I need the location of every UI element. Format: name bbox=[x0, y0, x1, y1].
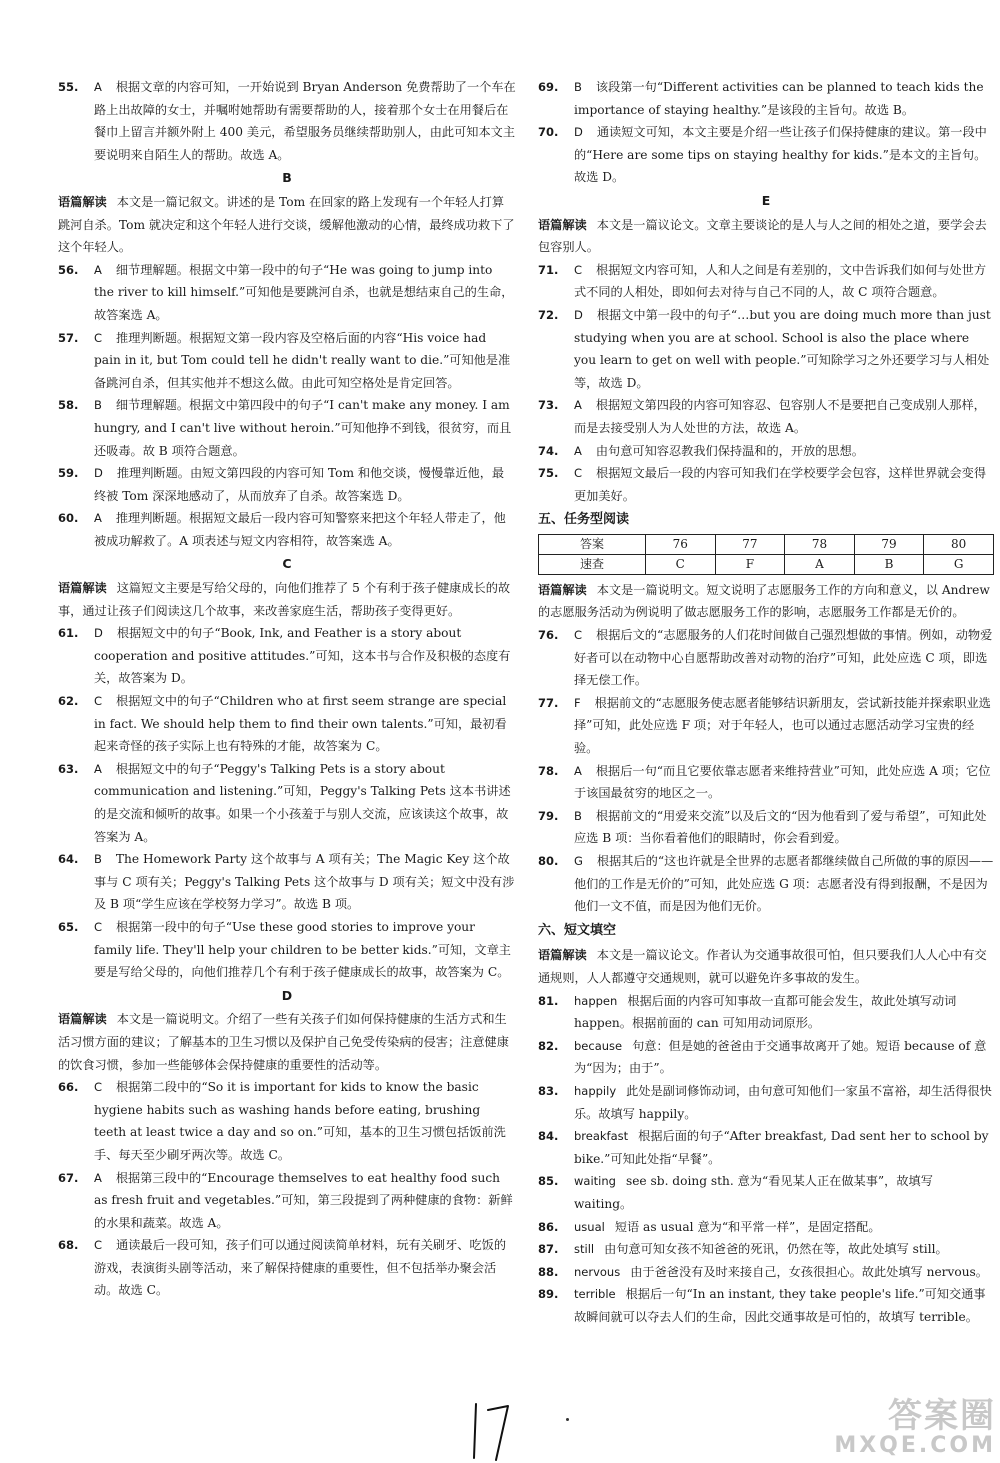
answer-item bbox=[538, 1238, 994, 1261]
item-answer-letter: A bbox=[574, 398, 582, 413]
answer-item bbox=[538, 394, 994, 439]
intro-tag: 语篇解读 bbox=[538, 582, 587, 597]
answer-table-ans: B bbox=[854, 554, 924, 574]
item-answer-letter: D bbox=[94, 626, 103, 641]
answer-table bbox=[538, 534, 994, 575]
answer-item bbox=[58, 394, 516, 462]
item-explanation: 根据其后的“这也许就是全世界的志愿者都继续做自己所做的事的原因——他们的工作是无价的”可知，此处应选 G 项：志愿者没有得到报酬，不是因为他们一文不值，而是因为他们无价。 bbox=[574, 854, 994, 914]
intro-tag: 语篇解读 bbox=[58, 581, 107, 596]
item-number: 74. bbox=[538, 443, 559, 458]
item-number: 70. bbox=[538, 125, 559, 140]
answer-item bbox=[538, 760, 994, 805]
item-answer-letter: F bbox=[574, 695, 581, 710]
item-answer-letter: A bbox=[574, 443, 582, 458]
item-answer-letter: A bbox=[94, 511, 102, 526]
answer-table-ans: F bbox=[715, 554, 785, 574]
item-answer-word: terrible bbox=[574, 1287, 616, 1302]
item-answer-letter: G bbox=[574, 854, 583, 868]
item-answer-letter: C bbox=[94, 694, 103, 709]
answer-table-row-answers bbox=[539, 554, 994, 574]
answer-item bbox=[58, 507, 516, 552]
answer-item bbox=[538, 850, 994, 918]
right-column bbox=[538, 76, 994, 1328]
answer-item bbox=[538, 1216, 994, 1239]
item-explanation: 根据第一段中的句子“Use these good stories to improve your family life. They'll help your children to be better kids.”可知，文章主要是写给父母的，向他们推荐几个有利于孩子健康成长的故事，故答案为 C。 bbox=[94, 919, 511, 980]
intro-text: 本文是一篇说明文。短文说明了志愿服务工作的方向和意义，以 Andrew 的志愿服务活动为例说明了做志愿服务工作的影响，志愿服务工作都是无价的。 bbox=[538, 582, 990, 620]
answer-table-ans: C bbox=[645, 554, 715, 574]
item-explanation: 根据前文的“志愿服务使志愿者能够结识新朋友，尝试新技能并探索职业选择”可知，此处应选 F 项；对于年轻人，也可以通过志愿活动学习宝贵的经验。 bbox=[574, 695, 991, 756]
answer-table-ans: A bbox=[785, 554, 855, 574]
item-number: 78. bbox=[538, 763, 559, 778]
stray-dot bbox=[566, 1418, 569, 1421]
answer-item bbox=[538, 259, 994, 304]
passage-label: C bbox=[282, 556, 292, 572]
item-answer-letter: C bbox=[94, 919, 103, 934]
item-number: 59. bbox=[58, 466, 79, 481]
item-explanation: The Homework Party 这个故事与 A 项有关；The Magic Key 这个故事与 C 项有关；Peggy's Talking Pets 这个故事与 D 项有关；短文中没有涉及 B 项“学生应该在学校努力学习”。故选 B 项。 bbox=[94, 852, 515, 912]
watermark-line-1: 答案圈 bbox=[888, 1396, 996, 1436]
item-number: 82. bbox=[538, 1038, 559, 1053]
intro-text: 本文是一篇议论文。文章主要谈论的是人与人之间的相处之道，要学会去包容别人。 bbox=[538, 217, 987, 255]
item-explanation: 根据短文中的句子“Peggy's Talking Pets is a story about communication and listening.”可知，Peggy's Talking Pets 这本书讲述的是交流和倾听的故事。如果一个小孩羞于与别人交流，应该读这个故事，故答案为 A。 bbox=[94, 761, 511, 844]
answer-item bbox=[58, 259, 516, 327]
item-number: 72. bbox=[538, 307, 559, 322]
item-explanation: 根据短文内容可知，人和人之间是有差别的，文中告诉我们如何与处世方式不同的人相处，即如何去对待与自己不同的人，故 C 项符合题意。 bbox=[574, 262, 987, 300]
item-number: 68. bbox=[58, 1238, 79, 1253]
item-number: 80. bbox=[538, 854, 559, 868]
item-number: 63. bbox=[58, 761, 79, 776]
answer-table-label: 速查 bbox=[539, 554, 646, 574]
item-number: 56. bbox=[58, 262, 79, 277]
item-number: 71. bbox=[538, 262, 559, 277]
answer-item bbox=[538, 76, 994, 121]
answer-table-num: 80 bbox=[924, 534, 994, 554]
item-explanation: 根据后文的“志愿服务的人们花时间做自己强烈想做的事情。例如，动物爱好者可以在动物中心自愿帮助改善对动物的治疗”可知，此处应选 C 项，即选择无偿工作。 bbox=[574, 628, 993, 688]
answer-item bbox=[58, 690, 516, 758]
intro-tag: 语篇解读 bbox=[58, 1012, 107, 1027]
item-number: 81. bbox=[538, 993, 559, 1008]
passage-intro bbox=[58, 191, 516, 259]
passage-intro bbox=[538, 944, 994, 989]
item-explanation: 短语 as usual 意为“和平常一样”，是固定搭配。 bbox=[614, 1219, 881, 1234]
item-number: 84. bbox=[538, 1129, 559, 1144]
item-answer-word: waiting bbox=[574, 1174, 616, 1189]
item-number: 65. bbox=[58, 919, 79, 934]
item-explanation: 根据短文中的句子“Children who at first seem strange are special in fact. We should help them to find their own talents.”可知，最初看起来奇怪的孩子实际上也有特殊的才能，故答案为 C。 bbox=[94, 694, 507, 754]
item-explanation: 通读短文可知，本文主要是介绍一些让孩子们保持健康的建议。第一段中的“Here are some tips on staying healthy for kids.”是本文的主旨句。故选 D。 bbox=[574, 125, 987, 185]
item-explanation: 由句意可知容忍教我们保持温和的，开放的思想。 bbox=[595, 443, 864, 458]
answer-table-label: 答案 bbox=[539, 534, 646, 554]
item-number: 57. bbox=[58, 330, 79, 345]
item-number: 87. bbox=[538, 1242, 559, 1257]
item-number: 79. bbox=[538, 808, 559, 823]
section-6-title: 六、短文填空 bbox=[538, 922, 617, 938]
answer-table-row-numbers bbox=[539, 534, 994, 554]
item-explanation: 根据第二段中的“So it is important for kids to know the basic hygiene habits such as washing hands before eating, brushing teeth at least twice a day and so on.”可知，基本的卫生习惯包括饭前洗手、每天至少刷牙两次等。故选 C。 bbox=[94, 1080, 506, 1162]
item-answer-word: because bbox=[574, 1038, 623, 1053]
item-number: 73. bbox=[538, 398, 559, 413]
item-answer-letter: B bbox=[574, 80, 582, 94]
item-explanation: 此处是副词修饰动词，由句意可知他们一家虽不富裕，却生活得很快乐。故填写 happily。 bbox=[574, 1083, 992, 1121]
answer-item bbox=[58, 462, 516, 507]
watermark-logo bbox=[776, 1398, 996, 1460]
answer-table-ans: G bbox=[924, 554, 994, 574]
item-explanation: 根据后一句“而且它要依靠志愿者来维持营业”可知，此处应选 A 项；它位于该国最贫穷的地区之一。 bbox=[574, 763, 991, 801]
answer-item bbox=[58, 76, 516, 166]
passage-intro bbox=[538, 214, 994, 259]
item-explanation: 根据后面的内容可知事故一直都可能会发生，故此处填写动词 happen。根据前面的 can 可知用动词原形。 bbox=[574, 993, 957, 1031]
item-number: 86. bbox=[538, 1219, 559, 1234]
answer-item bbox=[58, 848, 516, 916]
item-explanation: 根据文中第一段中的句子“…but you are doing much more than just studying when you are at school. School is also the place where you learn to get on well with people.”可知除学习之外还要学习与人相处等，故选 D。 bbox=[574, 307, 991, 390]
item-number: 60. bbox=[58, 511, 79, 526]
item-explanation: 推理判断题。根据短文第一段内容及空格后面的内容“His voice had pain in it, but Tom could tell he didn't really want to die.”可知他是准备跳河自杀，但其实他并不想这么做。由此可知空格处是肯定回答。 bbox=[94, 330, 511, 390]
answer-table-num: 76 bbox=[645, 534, 715, 554]
item-answer-word: usual bbox=[574, 1219, 605, 1234]
item-explanation: 根据后一句“In an instant, they take people's life.”可知交通事故瞬间就可以夺去人们的生命，因此交通事故是可怕的，故填写 terrible。 bbox=[574, 1287, 986, 1324]
answer-item bbox=[538, 121, 994, 189]
item-answer-letter: A bbox=[574, 763, 582, 778]
intro-text: 本文是一篇议论文。作者认为交通事故很可怕，但只要我们人人心中有交通规则，人人都遵守交通规则，就可以避免许多事故的发生。 bbox=[538, 948, 987, 985]
answer-item bbox=[538, 1261, 994, 1284]
item-explanation: 细节理解题。根据文中第四段中的句子“I can't make any money. I am hungry, and I can't live without heroin.”可知他挣不到钱，很贫穷，而且还吸毒。故 B 项符合题意。 bbox=[94, 398, 512, 458]
item-answer-letter: C bbox=[94, 330, 103, 345]
item-explanation: 句意：但是她的爸爸由于交通事故离开了她。短语 because of 意为“因为；由于”。 bbox=[574, 1038, 987, 1076]
item-explanation: 通读最后一段可知，孩子们可以通过阅读简单材料，玩有关刷牙、吃饭的游戏，表演街头剧等活动，来了解保持健康的重要性，但不包括举办聚会活动。故选 C。 bbox=[94, 1238, 507, 1298]
item-answer-letter: A bbox=[94, 80, 102, 94]
item-answer-letter: A bbox=[94, 761, 102, 776]
intro-tag: 语篇解读 bbox=[538, 948, 587, 963]
answer-item bbox=[538, 1080, 994, 1125]
intro-text: 这篇短文主要是写给父母的，向他们推荐了 5 个有利于孩子健康成长的故事，通过让孩子们阅读这几个故事，来改善家庭生活，帮助孩子变得更好。 bbox=[58, 581, 511, 618]
item-explanation: 根据前文的“用爱来交流”以及后文的“因为他看到了爱与希望”，可知此处应选 B 项：当你看着他们的眼睛时，你会看到爱。 bbox=[574, 808, 987, 846]
answer-table-num: 78 bbox=[785, 534, 855, 554]
item-explanation: 推理判断题。根据短文最后一段内容可知警察来把这个年轻人带走了，他被成功解救了。A 项表述与短文内容相符，故答案选 A。 bbox=[94, 511, 506, 548]
passage-label: E bbox=[761, 192, 771, 208]
item-answer-word: happily bbox=[574, 1083, 617, 1098]
item-number: 85. bbox=[538, 1174, 559, 1189]
answer-item bbox=[58, 622, 516, 690]
item-number: 76. bbox=[538, 628, 559, 643]
item-number: 64. bbox=[58, 852, 79, 867]
item-number: 77. bbox=[538, 695, 559, 710]
answer-item bbox=[538, 304, 994, 394]
passage-label: D bbox=[281, 987, 293, 1003]
item-number: 89. bbox=[538, 1287, 559, 1302]
item-number: 61. bbox=[58, 626, 79, 641]
item-answer-word: breakfast bbox=[574, 1129, 629, 1144]
answer-item bbox=[538, 805, 994, 850]
item-number: 67. bbox=[58, 1170, 79, 1185]
answer-item bbox=[58, 1076, 516, 1166]
right-block-d-e bbox=[538, 76, 994, 507]
item-explanation: 根据短文最后一段的内容可知我们在学校要学会包容，这样世界就会变得更加美好。 bbox=[574, 466, 987, 503]
item-answer-letter: A bbox=[94, 1170, 102, 1185]
answer-item bbox=[58, 916, 516, 984]
item-explanation: 根据短文第四段的内容可知容忍、包容别人不是要把自己变成别人那样，而是去接受别人为人处世的方法，故选 A。 bbox=[574, 398, 986, 435]
item-answer-letter: A bbox=[94, 262, 102, 277]
item-answer-letter: C bbox=[574, 262, 583, 277]
item-explanation: 该段第一句“Different activities can be planned to teach kids the importance of staying healthy.”是该段的主旨句。故选 B。 bbox=[574, 80, 984, 117]
item-answer-letter: B bbox=[94, 398, 102, 413]
item-answer-letter: C bbox=[94, 1080, 103, 1095]
passage-intro bbox=[58, 577, 516, 622]
item-number: 66. bbox=[58, 1080, 79, 1095]
left-column bbox=[58, 76, 516, 1302]
item-answer-letter: C bbox=[574, 628, 583, 643]
answer-item bbox=[538, 624, 994, 692]
item-number: 75. bbox=[538, 466, 559, 481]
right-block-task-reading bbox=[538, 579, 994, 918]
answer-item bbox=[538, 1283, 994, 1328]
answer-table-num: 79 bbox=[854, 534, 924, 554]
item-answer-word: still bbox=[574, 1242, 595, 1257]
item-answer-letter: C bbox=[94, 1238, 103, 1253]
answer-table-num: 77 bbox=[715, 534, 785, 554]
item-number: 58. bbox=[58, 398, 79, 413]
item-answer-word: happen bbox=[574, 993, 618, 1008]
answer-item bbox=[58, 327, 516, 395]
answer-item bbox=[538, 462, 994, 507]
item-answer-letter: C bbox=[574, 466, 583, 481]
item-answer-letter: D bbox=[94, 466, 103, 481]
intro-text: 本文是一篇说明文。介绍了一些有关孩子们如何保持健康的生活方式和生活习惯方面的建议；了解基本的卫生习惯以及保护自己免受传染病的侵害；注意健康的饮食习惯，参加一些能够体会保持健康的重要性的活动等。 bbox=[58, 1012, 509, 1072]
right-block-cloze bbox=[538, 944, 994, 1328]
item-answer-letter: D bbox=[574, 125, 583, 140]
answer-item bbox=[538, 440, 994, 463]
answer-item bbox=[58, 1234, 516, 1302]
item-number: 69. bbox=[538, 80, 559, 94]
passage-intro bbox=[538, 579, 994, 624]
answer-item bbox=[538, 692, 994, 760]
intro-text: 本文是一篇记叙文。讲述的是 Tom 在回家的路上发现有一个年轻人打算跳河自杀。Tom 就决定和这个年轻人进行交谈，缓解他激动的心情，最终成功救下了这个年轻人。 bbox=[58, 194, 515, 255]
watermark-line-2: MXQE.COM bbox=[834, 1433, 996, 1458]
answer-item bbox=[538, 990, 994, 1035]
section-5-title: 五、任务型阅读 bbox=[538, 512, 630, 528]
answer-item bbox=[538, 1125, 994, 1170]
item-explanation: 由句意可知女孩不知爸爸的死讯，仍然在等，故此处填写 still。 bbox=[604, 1242, 948, 1257]
intro-tag: 语篇解读 bbox=[58, 194, 107, 209]
item-answer-letter: D bbox=[574, 307, 583, 322]
item-explanation: 推理判断题。由短文第四段的内容可知 Tom 和他交谈，慢慢靠近他，最终被 Tom 深深地感动了，从而放弃了自杀。故答案选 D。 bbox=[94, 466, 505, 503]
item-answer-letter: B bbox=[574, 808, 582, 823]
item-explanation: 根据后面的句子“After breakfast, Dad sent her to school by bike.”可知此处指“早餐”。 bbox=[574, 1129, 989, 1166]
passage-intro bbox=[58, 1008, 516, 1076]
passage-label: B bbox=[282, 170, 292, 186]
item-explanation: see sb. doing sth. 意为“看见某人正在做某事”，故填写 waiting。 bbox=[574, 1174, 933, 1211]
item-explanation: 根据第三段中的“Encourage themselves to eat healthy food such as fresh fruit and vegetables.”可知，第三段提到了两种健康的食物：新鲜的水果和蔬菜。故选 A。 bbox=[94, 1170, 513, 1230]
item-number: 62. bbox=[58, 694, 79, 709]
item-number: 88. bbox=[538, 1264, 559, 1279]
handwritten-page-number bbox=[462, 1398, 518, 1462]
answer-item bbox=[58, 1167, 516, 1235]
answer-item bbox=[538, 1170, 994, 1215]
answer-item bbox=[58, 758, 516, 848]
item-explanation: 根据文章的内容可知，一开始说到 Bryan Anderson 免费帮助了一个车在路上出故障的女士，并嘱咐她帮助有需要帮助的人，接着那个女士在用餐后在餐巾上留言并额外附上 400 美元，希望服务员继续帮助别人，由此可知本文主要说明来自陌生人的帮助。故选 A。 bbox=[94, 80, 516, 162]
item-explanation: 根据短文中的句子“Book, Ink, and Feather is a story about cooperation and positive attitudes.”可知，这本书与合作及积极的态度有关，故答案为 D。 bbox=[94, 626, 511, 686]
item-number: 83. bbox=[538, 1083, 559, 1098]
item-explanation: 细节理解题。根据文中第一段中的句子“He was going to jump into the river to kill himself.”可知他是要跳河自杀，也就是想结束自己的生命，故答案选 A。 bbox=[94, 262, 514, 322]
item-answer-word: nervous bbox=[574, 1264, 621, 1279]
item-number: 55. bbox=[58, 80, 79, 94]
answer-item bbox=[538, 1035, 994, 1080]
item-explanation: 由于爸爸没有及时来接自己，女孩很担心。故此处填写 nervous。 bbox=[630, 1264, 988, 1279]
intro-tag: 语篇解读 bbox=[538, 217, 587, 232]
item-answer-letter: B bbox=[94, 852, 102, 867]
